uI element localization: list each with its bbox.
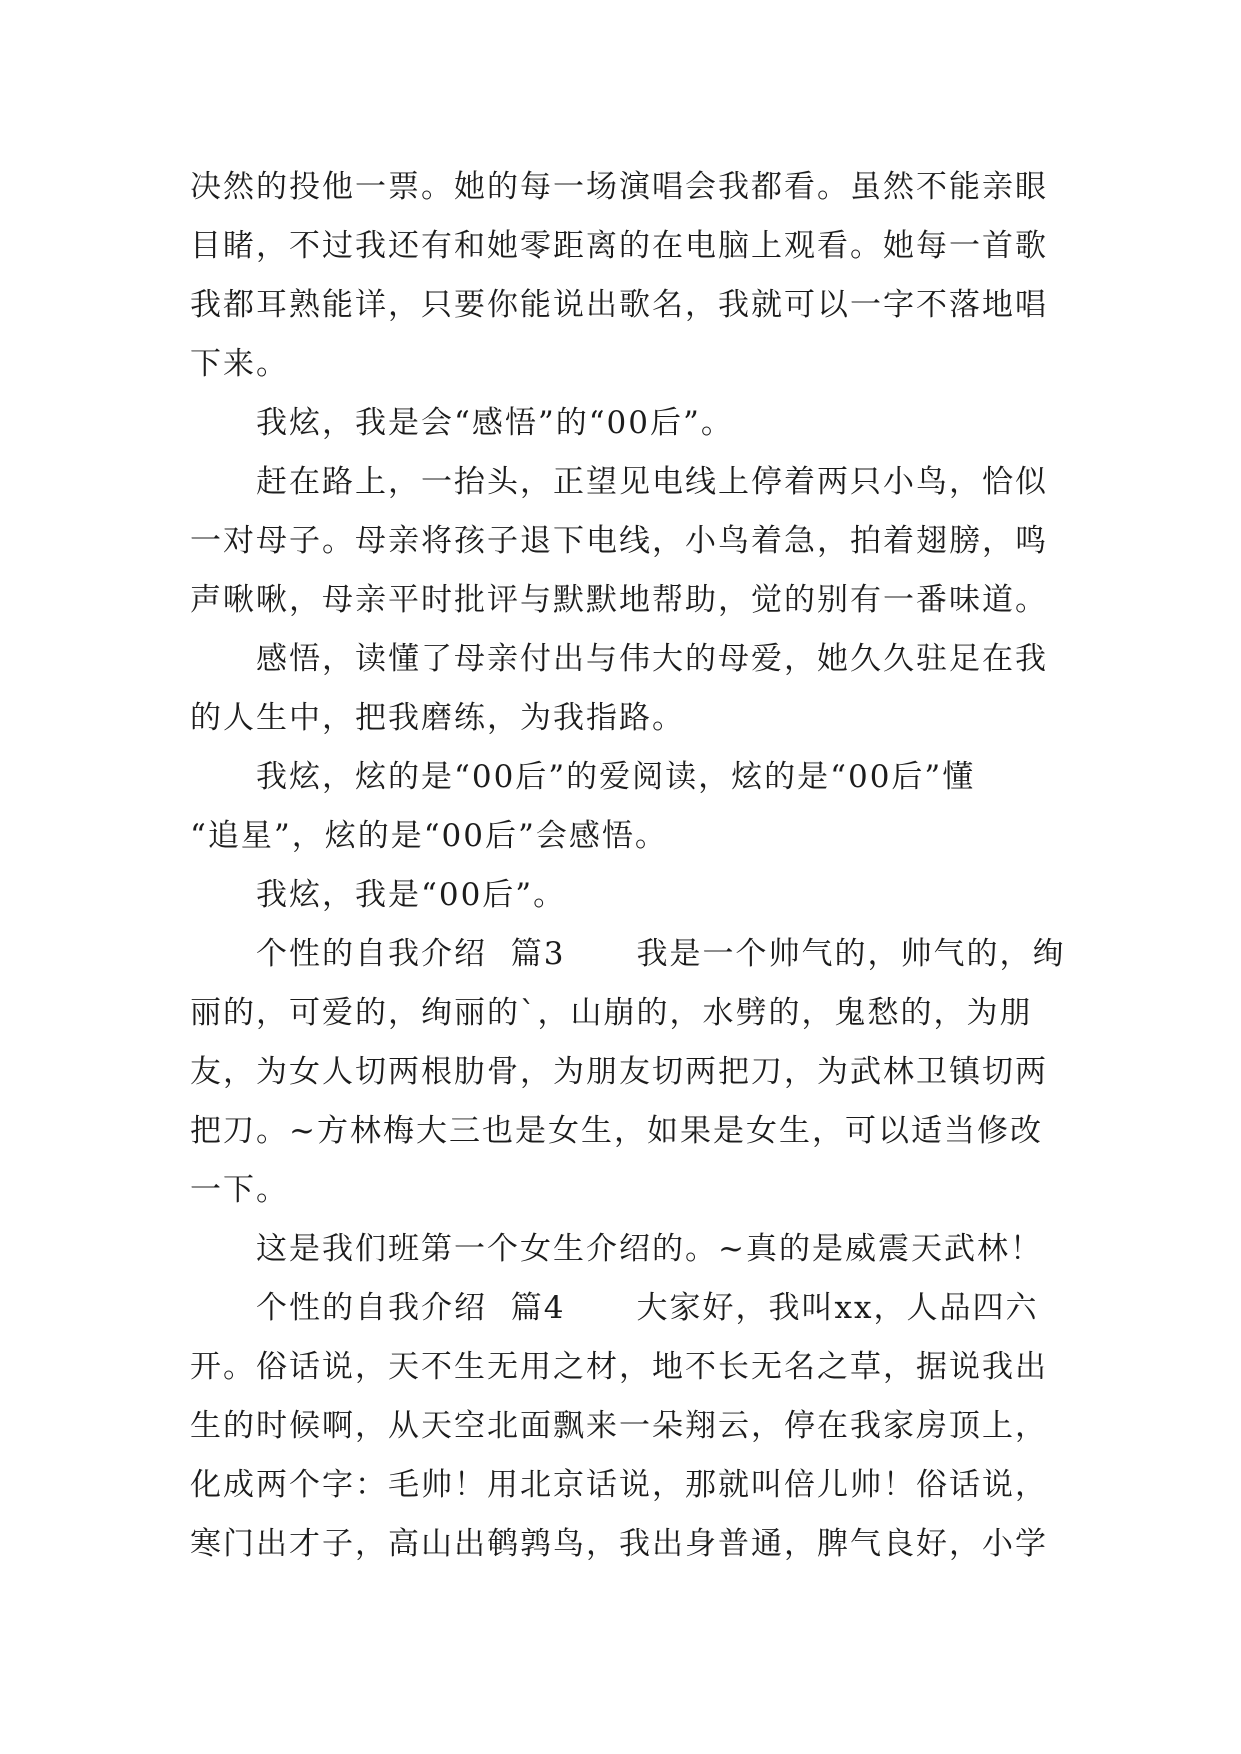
paragraph	[190, 1220, 1070, 1279]
text-line: “追星”，炫的是“00后”会感悟。	[190, 818, 668, 854]
text-line: 一下。	[190, 1172, 289, 1208]
text-line: 这是我们班第一个女生介绍的。~真的是威震天武林！	[256, 1231, 1043, 1267]
text-line: 我炫，我是“00后”。	[256, 877, 567, 913]
text-line: 个性的自我介绍 篇3 我是一个帅气的，帅气的，绚	[256, 936, 1066, 972]
text-line: 把刀。~方林梅大三也是女生，如果是女生，可以适当修改	[190, 1113, 1043, 1149]
document-body	[190, 158, 1070, 1574]
paragraph	[190, 866, 1070, 925]
text-line: 化成两个字：毛帅！用北京话说，那就叫倍儿帅！俗话说，	[190, 1467, 1048, 1503]
paragraph	[190, 748, 1070, 866]
text-line: 丽的，可爱的，绚丽的`，山崩的，水劈的，鬼愁的，为朋	[190, 995, 1033, 1031]
text-line: 开。俗话说，天不生无用之材，地不长无名之草，据说我出	[190, 1349, 1048, 1385]
text-line: 一对母子。母亲将孩子退下电线，小鸟着急，拍着翅膀，鸣	[190, 523, 1048, 559]
text-line: 寒门出才子，高山出鹌鹑鸟，我出身普通，脾气良好，小学	[190, 1526, 1048, 1562]
text-line: 友，为女人切两根肋骨，为朋友切两把刀，为武林卫镇切两	[190, 1054, 1048, 1090]
text-line: 下来。	[190, 346, 289, 382]
text-line: 的人生中，把我磨练，为我指路。	[190, 700, 685, 736]
text-line: 我炫，我是会“感悟”的“00后”。	[256, 405, 734, 441]
paragraph	[190, 1279, 1070, 1574]
text-line: 赶在路上，一抬头，正望见电线上停着两只小鸟，恰似	[256, 464, 1048, 500]
text-line: 个性的自我介绍 篇4 大家好，我叫xx，人品四六	[256, 1290, 1039, 1326]
paragraph	[190, 630, 1070, 748]
text-line: 感悟，读懂了母亲付出与伟大的母爱，她久久驻足在我	[256, 641, 1048, 677]
paragraph	[190, 925, 1070, 1220]
text-line: 生的时候啊，从天空北面飘来一朵翔云，停在我家房顶上，	[190, 1408, 1048, 1444]
paragraph	[190, 453, 1070, 630]
text-line: 决然的投他一票。她的每一场演唱会我都看。虽然不能亲眼	[190, 169, 1048, 205]
text-line: 我都耳熟能详，只要你能说出歌名，我就可以一字不落地唱	[190, 287, 1048, 323]
paragraph	[190, 158, 1070, 394]
text-line: 目睹，不过我还有和她零距离的在电脑上观看。她每一首歌	[190, 228, 1048, 264]
text-line: 声啾啾，母亲平时批评与默默地帮助，觉的别有一番味道。	[190, 582, 1048, 618]
text-line: 我炫，炫的是“00后”的爱阅读，炫的是“00后”懂	[256, 759, 976, 795]
paragraph	[190, 394, 1070, 453]
